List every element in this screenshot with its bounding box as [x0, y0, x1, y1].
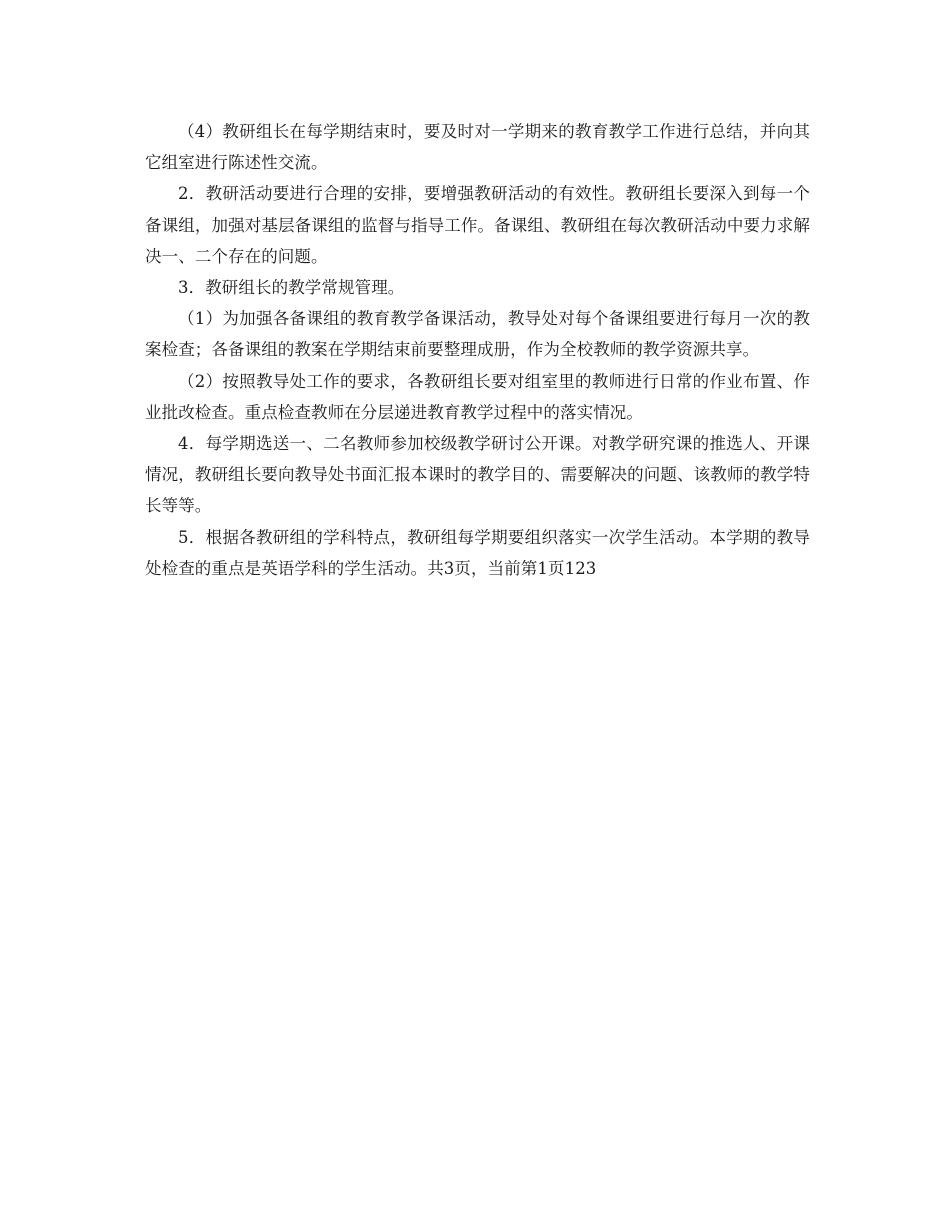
- paragraph-item-4-summary: （4）教研组长在每学期结束时，要及时对一学期来的教育教学工作进行总结，并向其它组室进行陈述性交流。: [145, 122, 810, 173]
- paragraph-routine-management: 3．教研组长的教学常规管理。: [178, 278, 405, 298]
- paragraph-item-1-lesson-plan-check: （1）为加强各备课组的教育教学备课活动，教导处对每个备课组要进行每月一次的教案检查；各备课组的教案在学期结束前要整理成册，作为全校教师的教学资源共享。: [145, 309, 810, 360]
- paragraph-student-activities: 5．根据各教研组的学科特点，教研组每学期要组织落实一次学生活动。本学期的教导处检查的重点是英语学科的学生活动。共3页，当前第1页123: [145, 527, 810, 578]
- document-body: [145, 116, 810, 584]
- paragraph-teaching-research-activities: 2．教研活动要进行合理的安排，要增强教研活动的有效性。教研组长要深入到每一个备课组，加强对基层备课组的监督与指导工作。备课组、教研组在每次教研活动中要力求解决一、二个存在的问题。: [145, 184, 810, 266]
- paragraph-item-2-homework-check: （2）按照教导处工作的要求，各教研组长要对组室里的教师进行日常的作业布置、作业批改检查。重点检查教师在分层递进教育教学过程中的落实情况。: [145, 371, 810, 422]
- paragraph-open-class-selection: 4．每学期选送一、二名教师参加校级教学研讨公开课。对教学研究课的推选人、开课情况，教研组长要向教导处书面汇报本课时的教学目的、需要解决的问题、该教师的教学特长等等。: [145, 434, 810, 516]
